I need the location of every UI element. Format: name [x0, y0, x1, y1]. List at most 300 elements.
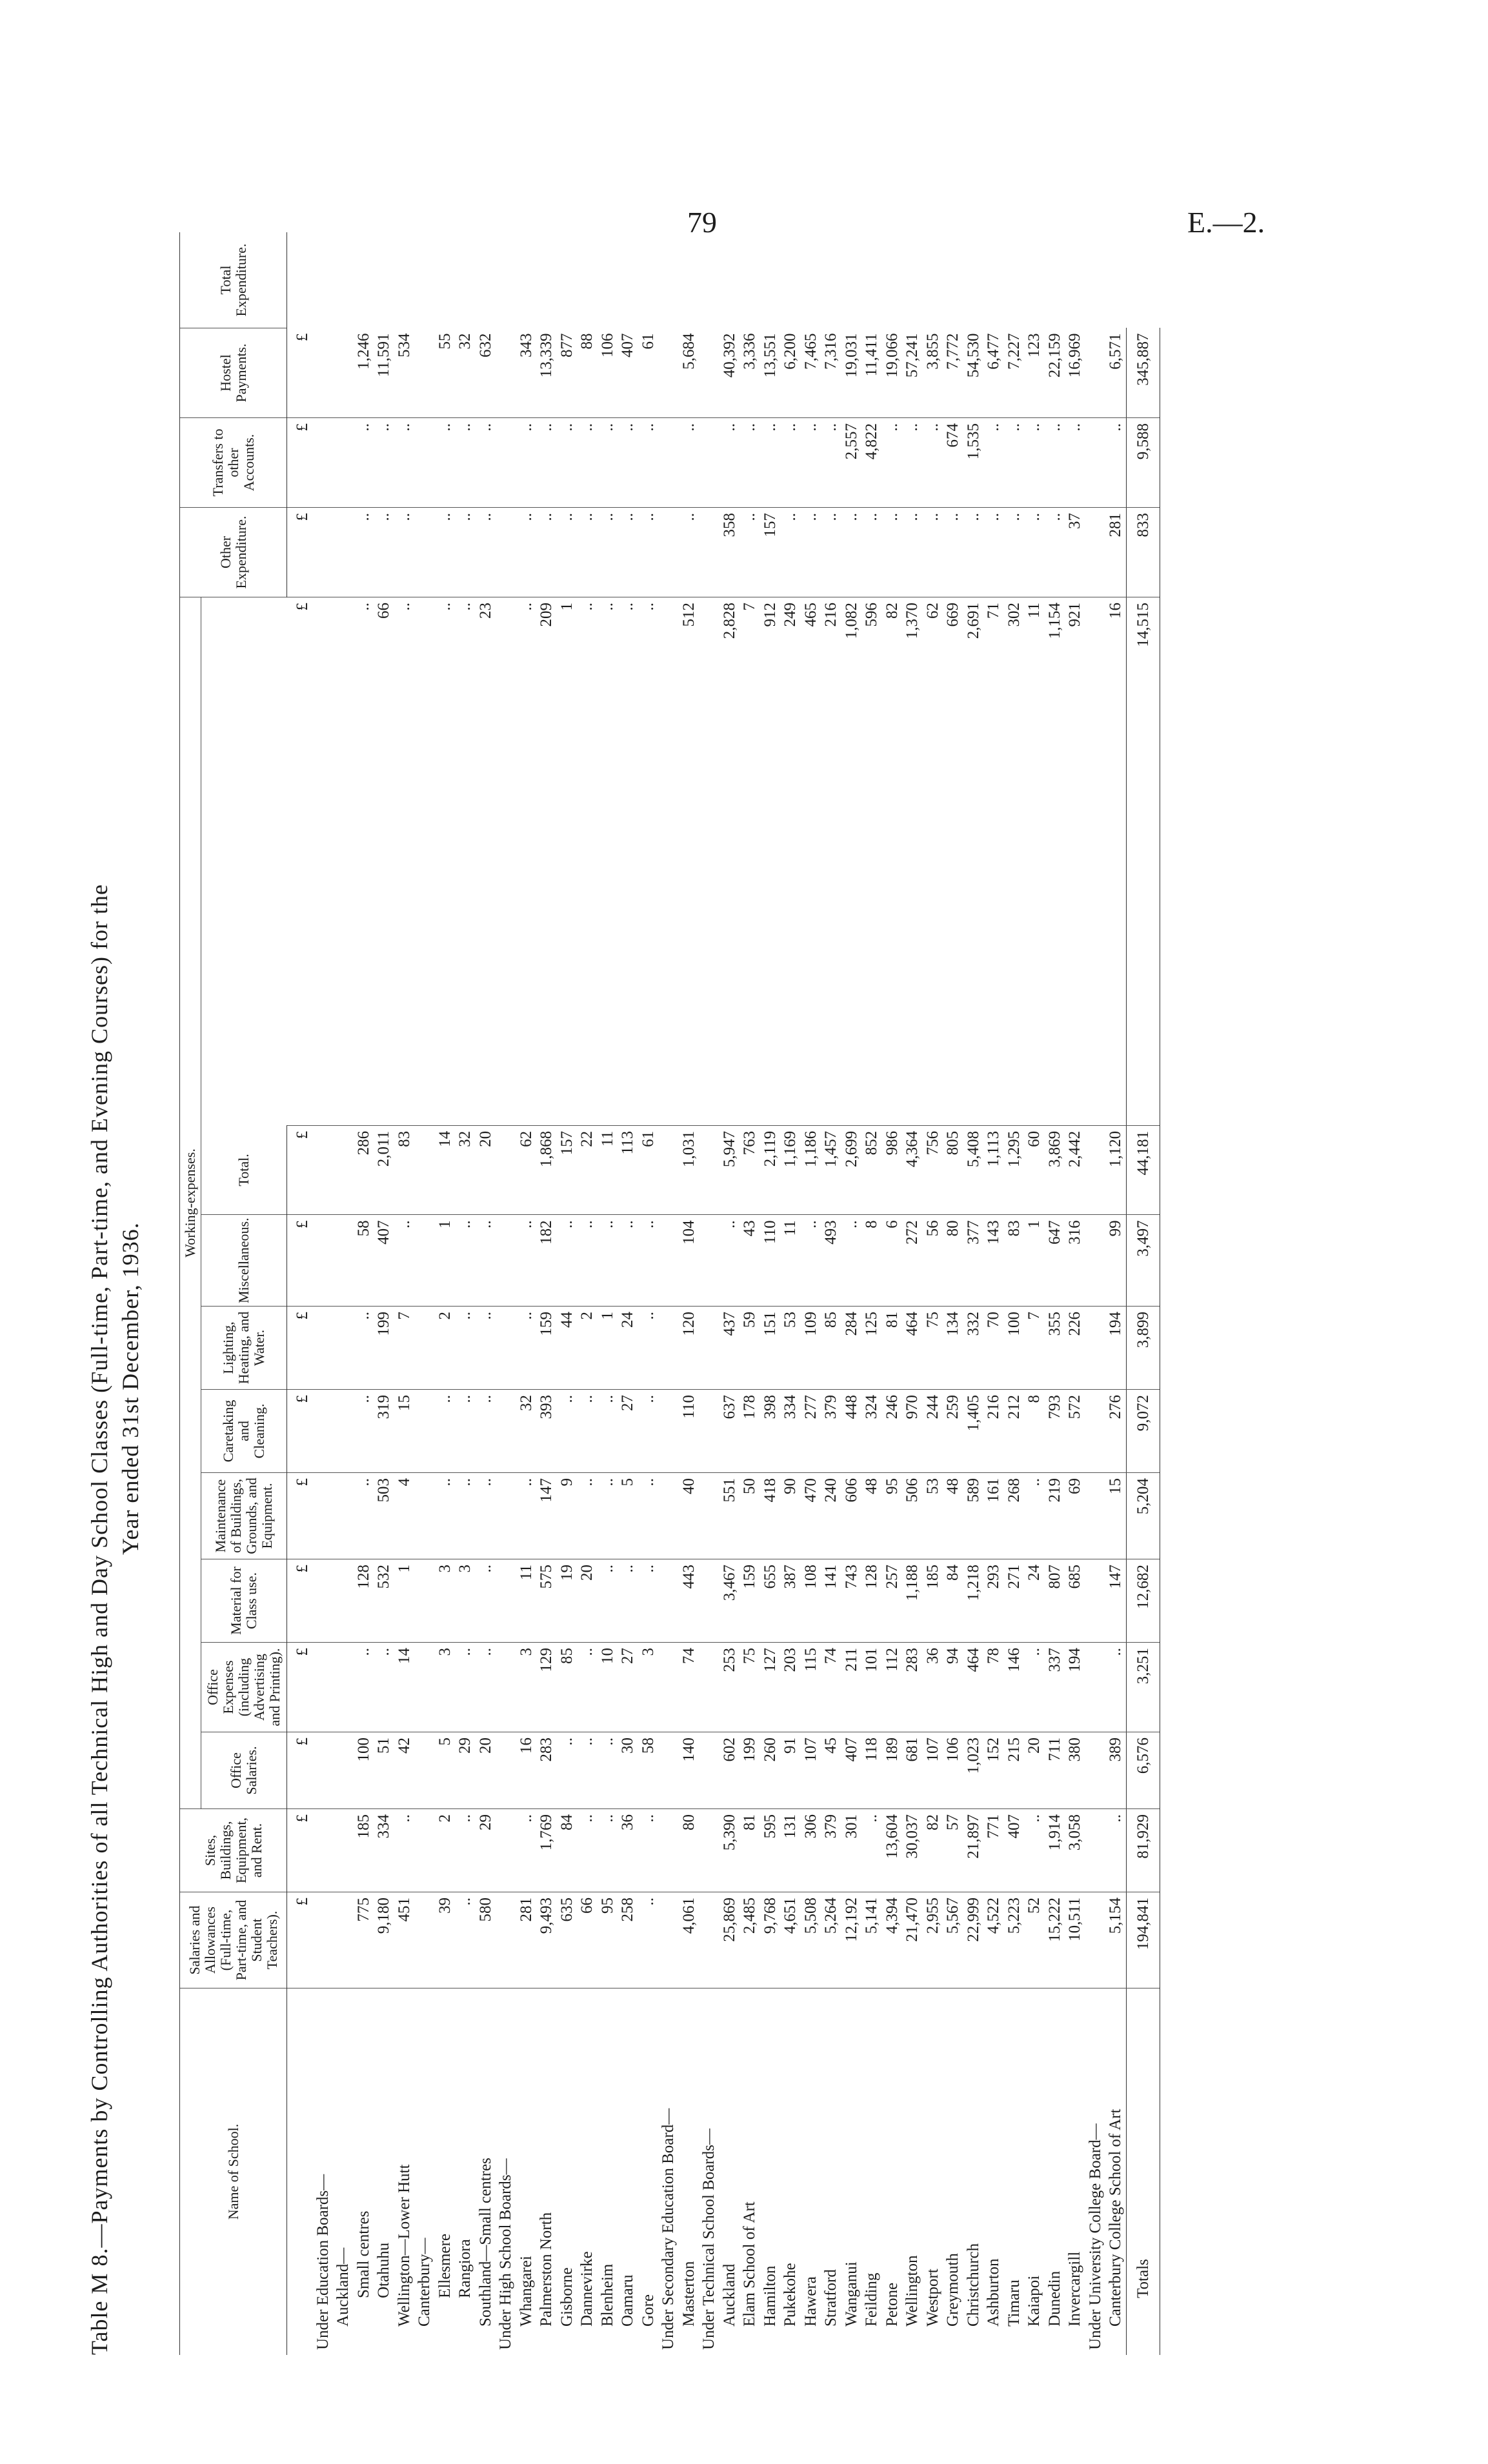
table-cell: 268	[1004, 1473, 1025, 1559]
table-cell: 56	[923, 1215, 943, 1307]
table-cell: ..	[435, 508, 456, 597]
table-cell: 74	[679, 1643, 699, 1732]
table-cell	[1085, 1809, 1106, 1892]
table-cell: ..	[821, 418, 841, 508]
table-cell: ..	[760, 418, 781, 508]
table-row	[1045, 232, 1065, 2355]
unit-symbol: £	[287, 1307, 313, 1390]
table-cell: 284	[841, 1307, 862, 1390]
table-cell: 106	[943, 1732, 963, 1809]
table-cell: ..	[354, 1643, 374, 1732]
table-cell: ..	[536, 508, 557, 597]
table-cell	[333, 597, 354, 1126]
table-cell: 2,955	[923, 1892, 943, 1988]
table-cell: 393	[536, 1390, 557, 1473]
table-cell: 104	[679, 1215, 699, 1307]
table-cell: ..	[374, 508, 394, 597]
table-cell: 3,336	[739, 328, 760, 418]
table-row	[516, 232, 537, 2355]
school-name: Timaru	[1005, 2279, 1023, 2327]
table-row	[598, 232, 618, 2355]
table-row	[557, 232, 578, 2355]
totals-cell: 14,515	[1126, 597, 1160, 1126]
table-cell: 407	[841, 1732, 862, 1809]
table-cell: ..	[1024, 1809, 1045, 1892]
table-cell: ..	[983, 508, 1004, 597]
table-row	[719, 232, 740, 2355]
table-cell	[658, 597, 679, 1126]
table-cell: 157	[557, 1125, 578, 1215]
table-cell: 443	[679, 1559, 699, 1643]
unit-symbol: £	[287, 597, 313, 1126]
table-cell: 161	[983, 1473, 1004, 1559]
unit-symbol: £	[287, 1892, 313, 1988]
table-cell: 807	[1045, 1559, 1065, 1643]
section-heading-row	[496, 232, 516, 2355]
table-cell	[1085, 418, 1106, 508]
table-cell	[333, 1732, 354, 1809]
table-cell: ..	[516, 1809, 537, 1892]
table-cell: 1,535	[963, 418, 984, 508]
table-cell: 16	[516, 1732, 537, 1809]
table-cell	[414, 1809, 435, 1892]
table-cell: ..	[455, 1892, 476, 1988]
table-cell: 551	[719, 1473, 740, 1559]
table-cell: 272	[902, 1215, 923, 1307]
school-name: Oamaru	[619, 2274, 636, 2327]
table-cell	[658, 418, 679, 508]
table-cell: 120	[679, 1307, 699, 1390]
section-heading-row	[1085, 232, 1106, 2355]
table-cell: ..	[577, 1473, 598, 1559]
table-cell: 5,223	[1004, 1892, 1025, 1988]
school-name: Southland—Small centres	[476, 2158, 494, 2327]
table-cell: ..	[557, 508, 578, 597]
table-row	[1065, 232, 1085, 2355]
header-row-1	[180, 232, 201, 2355]
table-cell: ..	[455, 418, 476, 508]
table-cell: 15	[1105, 1473, 1126, 1559]
table-cell: ..	[963, 508, 984, 597]
table-cell: 771	[983, 1809, 1004, 1892]
page-reference: E.—2.	[1187, 206, 1265, 239]
table-cell: 22	[577, 1125, 598, 1215]
totals-cell: 12,682	[1126, 1559, 1160, 1643]
table-cell: ..	[679, 418, 699, 508]
table-cell: 1,023	[963, 1732, 984, 1809]
totals-cell: 9,072	[1126, 1390, 1160, 1473]
table-cell	[658, 1643, 679, 1732]
table-cell: ..	[598, 1732, 618, 1809]
school-name: Canterbury—	[416, 2238, 433, 2327]
table-cell: ..	[638, 508, 659, 597]
table-cell: ..	[577, 508, 598, 597]
table-cell: ..	[577, 1809, 598, 1892]
table-cell	[496, 508, 516, 597]
table-cell	[1085, 328, 1106, 418]
table-cell: 301	[841, 1809, 862, 1892]
table-row	[841, 232, 862, 2355]
table-cell: 2,557	[841, 418, 862, 508]
table-cell	[658, 1473, 679, 1559]
table-cell: ..	[598, 1809, 618, 1892]
table-cell: 129	[536, 1643, 557, 1732]
table-cell: ..	[638, 1473, 659, 1559]
school-name: Wanganui	[842, 2261, 860, 2327]
table-cell: ..	[638, 1390, 659, 1473]
table-cell: 88	[577, 328, 598, 418]
table-cell: 216	[821, 597, 841, 1126]
table-cell	[496, 418, 516, 508]
table-cell: ..	[598, 597, 618, 1126]
table-cell: 1,868	[536, 1125, 557, 1215]
table-cell: ..	[719, 1215, 740, 1307]
table-cell: 437	[719, 1307, 740, 1390]
table-cell: ..	[516, 597, 537, 1126]
table-row	[638, 232, 659, 2355]
table-cell	[658, 1307, 679, 1390]
table-cell: 60	[1024, 1125, 1045, 1215]
table-cell: 5,567	[943, 1892, 963, 1988]
header-maintenance: Maintenance of Buildings, Grounds, and Equipment.	[201, 1473, 287, 1559]
table-cell: ..	[455, 1390, 476, 1473]
table-cell: 2	[577, 1307, 598, 1390]
table-cell: 70	[983, 1307, 1004, 1390]
table-cell: 61	[638, 1125, 659, 1215]
table-cell: 81	[739, 1809, 760, 1892]
table-cell: 1,246	[354, 328, 374, 418]
table-cell: ..	[923, 418, 943, 508]
table-cell	[1085, 1892, 1106, 1988]
table-row	[374, 232, 394, 2355]
unit-symbol: £	[287, 1215, 313, 1307]
table-cell: 80	[943, 1215, 963, 1307]
header-salaries: Salaries and Allowances (Full-time, Part-time, and Student Teachers).	[180, 1892, 287, 1988]
table-row	[983, 232, 1004, 2355]
table-cell	[1085, 1732, 1106, 1809]
table-cell: 3	[435, 1643, 456, 1732]
table-cell: 128	[861, 1559, 882, 1643]
table-cell	[658, 1390, 679, 1473]
table-cell: ..	[394, 508, 415, 597]
table-cell: 219	[1045, 1473, 1065, 1559]
table-cell: 589	[963, 1473, 984, 1559]
table-cell: 226	[1065, 1307, 1085, 1390]
table-cell: 319	[374, 1390, 394, 1473]
table-cell: ..	[435, 1473, 456, 1559]
header-working-expenses: Working-expenses.	[180, 597, 201, 1809]
table-cell	[313, 1215, 334, 1307]
table-cell: 151	[760, 1307, 781, 1390]
table-cell: ..	[1024, 1643, 1045, 1732]
table-cell: 94	[943, 1643, 963, 1732]
table-cell: 756	[923, 1125, 943, 1215]
table-cell: ..	[394, 418, 415, 508]
table-cell: 635	[557, 1892, 578, 1988]
table-cell: 52	[1024, 1892, 1045, 1988]
table-cell: 19,031	[841, 328, 862, 418]
table-cell: 80	[679, 1809, 699, 1892]
table-title-line1: Table M 8.—Payments by Controlling Authorities of all Technical High and Day School Classes (Full-time, Part-time, and Evening Courses) for the	[86, 884, 112, 2355]
unit-symbol: £	[287, 418, 313, 508]
table-cell	[333, 1125, 354, 1215]
table-cell: 7,316	[821, 328, 841, 418]
totals-cell: 3,899	[1126, 1307, 1160, 1390]
table-cell: ..	[476, 1559, 496, 1643]
header-office-expenses: Office Expenses (including Advertising and Printing).	[201, 1643, 287, 1732]
totals-cell: 9,588	[1126, 418, 1160, 508]
table-cell: ..	[618, 597, 638, 1126]
table-cell: ..	[679, 508, 699, 597]
table-title-line2: Year ended 31st December, 1936.	[117, 1222, 143, 1555]
table-cell: 48	[943, 1473, 963, 1559]
table-cell	[658, 1732, 679, 1809]
table-cell: ..	[1004, 508, 1025, 597]
table-cell: 84	[557, 1809, 578, 1892]
table-cell: 595	[760, 1809, 781, 1892]
table-cell	[496, 1215, 516, 1307]
table-cell: ..	[435, 418, 456, 508]
table-cell: 2	[435, 1307, 456, 1390]
table-cell: ..	[638, 1809, 659, 1892]
table-cell	[333, 1809, 354, 1892]
table-cell: 66	[374, 597, 394, 1126]
table-cell	[333, 1643, 354, 1732]
table-cell: 249	[780, 597, 801, 1126]
table-cell: ..	[598, 1215, 618, 1307]
school-name: Kaiapoi	[1025, 2275, 1043, 2327]
school-name: Wellington	[903, 2255, 921, 2327]
table-cell: ..	[557, 418, 578, 508]
table-cell: 8	[1024, 1390, 1045, 1473]
table-cell: 51	[374, 1732, 394, 1809]
table-cell: 82	[923, 1809, 943, 1892]
school-name: Ellesmere	[436, 2234, 454, 2298]
totals-cell: 3,251	[1126, 1643, 1160, 1732]
table-cell	[496, 1125, 516, 1215]
unit-symbol: £	[287, 1643, 313, 1732]
table-cell: 575	[536, 1559, 557, 1643]
table-cell: ..	[1105, 1809, 1126, 1892]
table-cell: ..	[455, 1809, 476, 1892]
table-cell: 189	[882, 1732, 903, 1809]
table-cell: 283	[902, 1643, 923, 1732]
table-cell: 302	[1004, 597, 1025, 1126]
table-cell: ..	[1045, 508, 1065, 597]
table-cell: ..	[598, 418, 618, 508]
table-cell: ..	[638, 418, 659, 508]
table-cell: 211	[841, 1643, 862, 1732]
table-cell: 54,530	[963, 328, 984, 418]
table-cell	[414, 418, 435, 508]
table-cell: ..	[476, 1215, 496, 1307]
table-cell: ..	[577, 1390, 598, 1473]
table-cell: 293	[983, 1559, 1004, 1643]
table-cell: 106	[598, 328, 618, 418]
table-cell: 358	[719, 508, 740, 597]
table-cell	[414, 328, 435, 418]
table-cell: 4,394	[882, 1892, 903, 1988]
table-cell: 1,769	[536, 1809, 557, 1892]
table-cell: 6	[882, 1215, 903, 1307]
table-cell	[699, 418, 719, 508]
table-cell: 216	[983, 1390, 1004, 1473]
school-name: Dannevirke	[578, 2251, 596, 2327]
table-cell	[313, 1473, 334, 1559]
table-cell	[1085, 1643, 1106, 1732]
table-cell: ..	[1045, 418, 1065, 508]
table-cell: 277	[801, 1390, 821, 1473]
table-cell	[414, 597, 435, 1126]
table-cell	[496, 1892, 516, 1988]
table-cell: 596	[861, 597, 882, 1126]
table-cell: ..	[780, 418, 801, 508]
table-cell	[414, 1390, 435, 1473]
section-heading-row	[414, 232, 435, 2355]
table-cell: 69	[1065, 1473, 1085, 1559]
table-cell	[313, 1559, 334, 1643]
table-cell: 852	[861, 1125, 882, 1215]
table-cell: 78	[983, 1643, 1004, 1732]
table-cell	[313, 597, 334, 1126]
units-row-label	[287, 1988, 313, 2356]
table-cell	[1085, 597, 1106, 1126]
table-cell: 11	[780, 1215, 801, 1307]
table-row	[536, 232, 557, 2355]
table-cell: 83	[1004, 1215, 1025, 1307]
table-cell: ..	[455, 1307, 476, 1390]
table-cell: 7	[1024, 1307, 1045, 1390]
table-cell: 152	[983, 1732, 1004, 1809]
table-cell: 40,392	[719, 328, 740, 418]
school-name: Pukekohe	[781, 2263, 799, 2327]
table-cell: 7,772	[943, 328, 963, 418]
table-cell	[333, 328, 354, 418]
header-lighting: Lighting, Heating, and Water.	[201, 1307, 287, 1390]
table-row	[760, 232, 781, 2355]
table-cell: 637	[719, 1390, 740, 1473]
table-cell: 23	[476, 597, 496, 1126]
table-cell	[1085, 508, 1106, 597]
table-cell: 50	[739, 1473, 760, 1559]
table-cell: 11,411	[861, 328, 882, 418]
table-cell: 306	[801, 1809, 821, 1892]
totals-row	[1126, 232, 1160, 2355]
table-cell	[699, 1892, 719, 1988]
table-cell: ..	[801, 508, 821, 597]
table-cell: 11	[516, 1559, 537, 1643]
table-cell	[333, 1892, 354, 1988]
table-cell: 451	[394, 1892, 415, 1988]
school-name: Feilding	[863, 2272, 880, 2327]
table-cell	[313, 508, 334, 597]
table-row	[455, 232, 476, 2355]
table-cell: 580	[476, 1892, 496, 1988]
school-name: Palmerston North	[538, 2212, 555, 2327]
header-hostel: Hostel Payments.	[180, 328, 287, 418]
page-number: 79	[687, 206, 717, 239]
school-name: Petone	[883, 2282, 901, 2327]
table-cell: 112	[882, 1643, 903, 1732]
table-cell: 32	[455, 328, 476, 418]
table-cell: 5,508	[801, 1892, 821, 1988]
table-cell: 921	[1065, 597, 1085, 1126]
table-cell: 6,477	[983, 328, 1004, 418]
table-cell: 3,467	[719, 1559, 740, 1643]
table-cell: 146	[1004, 1643, 1025, 1732]
school-name: Under Technical School Boards—	[700, 2128, 718, 2350]
table-cell: 14	[435, 1125, 456, 1215]
table-row	[780, 232, 801, 2355]
table-cell: ..	[455, 508, 476, 597]
school-name: Blenheim	[598, 2263, 616, 2327]
table-row	[1024, 232, 1045, 2355]
unit-symbol: £	[287, 1473, 313, 1559]
table-cell: 2,011	[374, 1125, 394, 1215]
totals-cell: 81,929	[1126, 1809, 1160, 1892]
table-cell	[699, 1809, 719, 1892]
table-cell: 260	[760, 1732, 781, 1809]
table-cell: 1,295	[1004, 1125, 1025, 1215]
table-cell: ..	[821, 508, 841, 597]
table-title	[84, 226, 146, 2355]
table-cell	[699, 1307, 719, 1390]
table-cell	[333, 1215, 354, 1307]
table-cell: ..	[476, 1390, 496, 1473]
table-cell: 3	[455, 1559, 476, 1643]
table-cell: ..	[516, 1215, 537, 1307]
unit-symbol: £	[287, 1559, 313, 1643]
table-cell	[414, 1307, 435, 1390]
table-cell: 61	[638, 328, 659, 418]
table-cell: 140	[679, 1732, 699, 1809]
table-cell: 2,699	[841, 1125, 862, 1215]
table-cell: 253	[719, 1643, 740, 1732]
table-cell: 36	[923, 1643, 943, 1732]
table-cell: ..	[476, 1473, 496, 1559]
table-cell: 95	[598, 1892, 618, 1988]
table-cell: 134	[943, 1307, 963, 1390]
table-cell: ..	[902, 508, 923, 597]
table-cell: 9,180	[374, 1892, 394, 1988]
table-cell: 21,470	[902, 1892, 923, 1988]
table-cell: 1	[394, 1559, 415, 1643]
table-cell: 512	[679, 597, 699, 1126]
table-cell: 572	[1065, 1390, 1085, 1473]
table-cell: 4,061	[679, 1892, 699, 1988]
table-cell: ..	[354, 508, 374, 597]
table-cell: ..	[598, 1559, 618, 1643]
table-cell: 259	[943, 1390, 963, 1473]
header-transfers: Transfers to other Accounts.	[180, 418, 287, 508]
table-cell: ..	[354, 418, 374, 508]
table-cell: 100	[354, 1732, 374, 1809]
table-cell: 19	[557, 1559, 578, 1643]
table-cell	[313, 1809, 334, 1892]
totals-cell: 194,841	[1126, 1892, 1160, 1988]
table-cell: ..	[476, 508, 496, 597]
table-cell: 3	[638, 1643, 659, 1732]
school-name: Whangarei	[517, 2256, 535, 2327]
table-cell: 503	[374, 1473, 394, 1559]
totals-cell: 345,887	[1126, 328, 1160, 418]
table-cell: 534	[394, 328, 415, 418]
school-name: Under High School Boards—	[497, 2158, 514, 2350]
school-name: Auckland—	[334, 2247, 352, 2327]
table-cell	[699, 508, 719, 597]
payments-table	[179, 232, 1160, 2355]
table-cell: 107	[923, 1732, 943, 1809]
